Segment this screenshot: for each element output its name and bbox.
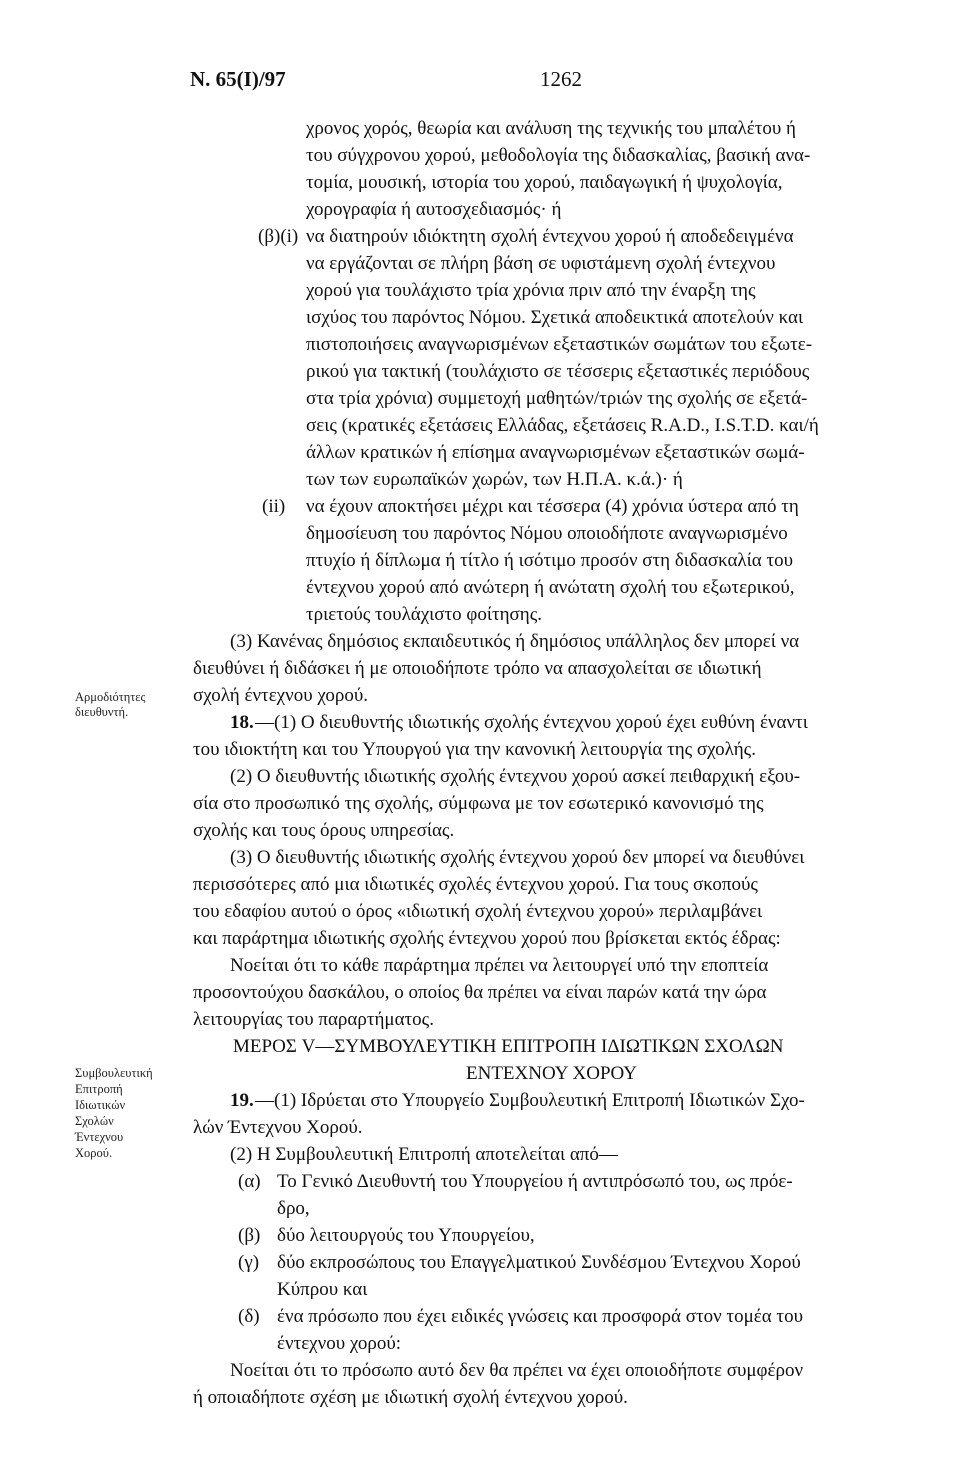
text-line: —(1) Ιδρύεται στο Υπουργείο Συμβουλευτική Επιτροπή Ιδιωτικών Σχο- bbox=[255, 1090, 805, 1111]
section-number-18: 18. bbox=[230, 712, 254, 733]
text-line: σχολής και τους όρους υπηρεσίας. bbox=[193, 820, 455, 841]
part-heading: ΕΝΤΕΧΝΟΥ ΧΟΡΟΥ bbox=[466, 1063, 638, 1084]
list-label-gamma: (γ) bbox=[238, 1252, 260, 1273]
text-line: ισχύος του παρόντος Νόμου. Σχετικά αποδεικτικά αποτελούν και bbox=[306, 307, 804, 328]
list-label-delta: (δ) bbox=[238, 1306, 260, 1327]
text-line: δύο εκπροσώπους του Επαγγελματικού Συνδέσμου Έντεχνου Χορού bbox=[277, 1252, 801, 1273]
text-line: τομία, μουσική, ιστορία του χορού, παιδαγωγική ή ψυχολογία, bbox=[306, 172, 783, 193]
text-line: λών Έντεχνου Χορού. bbox=[193, 1117, 363, 1138]
text-line: σχολή έντεχνου χορού. bbox=[193, 685, 369, 706]
margin-note-line: διευθυντή. bbox=[75, 705, 129, 719]
margin-note-line: Ιδιωτικών bbox=[75, 1098, 126, 1112]
text-line: διευθύνει ή διδάσκει ή με οποιοδήποτε τρόπο να απασχολείται σε ιδιωτική bbox=[193, 658, 762, 679]
text-line: πτυχίο ή δίπλωμα ή τίτλο ή ισότιμο προσόν στη διδασκαλία του bbox=[306, 550, 794, 571]
text-line: έντεχνου χορού από ανώτερη ή ανώτατη σχολή του εξωτερικού, bbox=[306, 577, 795, 598]
text-line: ένα πρόσωπο που έχει ειδικές γνώσεις και προσφορά στον τομέα του bbox=[277, 1306, 803, 1327]
margin-note-line: Χορού. bbox=[75, 1146, 113, 1160]
list-label-beta: (β) bbox=[238, 1225, 261, 1246]
margin-note-line: Επιτροπή bbox=[75, 1082, 123, 1096]
text-line: χορού για τουλάχιστο τρία χρόνια πριν από την έναρξη της bbox=[306, 280, 756, 301]
text-line: έντεχνου χορού: bbox=[277, 1333, 402, 1354]
text-line: (2) Η Συμβουλευτική Επιτροπή αποτελείται από— bbox=[230, 1144, 618, 1165]
margin-note-line: Σχολών bbox=[75, 1114, 114, 1128]
text-line: Νοείται ότι το πρόσωπο αυτό δεν θα πρέπει να έχει οποιοδήποτε συμφέρον bbox=[230, 1360, 804, 1381]
text-line: του ιδιοκτήτη και του Υπουργού για την κανονική λειτουργία της σχολής. bbox=[193, 739, 756, 760]
text-line: χορογραφία ή αυτοσχεδιασμός· ή bbox=[306, 199, 562, 220]
section-number-19: 19. bbox=[230, 1090, 254, 1111]
page-number: 1262 bbox=[540, 67, 582, 91]
text-line: προσοντούχου δασκάλου, ο οποίος θα πρέπει να είναι παρών κατά την ώρα bbox=[193, 982, 767, 1003]
text-line: (2) Ο διευθυντής ιδιωτικής σχολής έντεχνου χορού ασκεί πειθαρχική εξου- bbox=[230, 766, 801, 787]
text-line: να έχουν αποκτήσει μέχρι και τέσσερα (4) χρόνια ύστερα από τη bbox=[306, 496, 799, 517]
text-line: του σύγχρονου χορού, μεθοδολογία της διδασκαλίας, βασική ανα- bbox=[306, 145, 811, 166]
paragraph-label-beta-i: (β)(i) bbox=[258, 226, 299, 247]
margin-note-line: Έντεχνου bbox=[75, 1130, 124, 1144]
text-line: (3) Κανένας δημόσιος εκπαιδευτικός ή δημόσιος υπάλληλος δεν μπορεί να bbox=[230, 631, 800, 652]
text-line: χρονος χορός, θεωρία και ανάλυση της τεχνικής του μπαλέτου ή bbox=[306, 118, 796, 139]
text-line: Νοείται ότι το κάθε παράρτημα πρέπει να λειτουργεί υπό την εποπτεία bbox=[230, 955, 769, 976]
part-heading: ΜΕΡΟΣ V—ΣΥΜΒΟΥΛΕΥΤΙΚΗ ΕΠΙΤΡΟΠΗ ΙΔΙΩΤΙΚΩΝ ΣΧΟΛΩΝ bbox=[233, 1036, 784, 1057]
text-line: σία στο προσωπικό της σχολής, σύμφωνα με τον εσωτερικό κανονισμό της bbox=[193, 793, 764, 814]
law-reference: N. 65(I)/97 bbox=[190, 67, 286, 91]
text-line: Το Γενικό Διευθυντή του Υπουργείου ή αντιπρόσωπό του, ως πρόε- bbox=[277, 1171, 793, 1192]
text-line: του εδαφίου αυτού ο όρος «ιδιωτική σχολή έντεχνου χορού» περιλαμβάνει bbox=[193, 901, 763, 922]
text-line: άλλων κρατικών ή επίσημα αναγνωρισμένων εξεταστικών σωμά- bbox=[306, 442, 805, 463]
text-line: Κύπρου και bbox=[277, 1279, 368, 1300]
margin-note-line: Συμβουλευτική bbox=[75, 1066, 153, 1080]
margin-note-line: Αρμοδιότητες bbox=[75, 690, 146, 704]
paragraph-label-ii: (ii) bbox=[262, 496, 286, 517]
text-line: των των ευρωπαϊκών χωρών, των Η.Π.Α. κ.ά.)· ή bbox=[306, 469, 683, 490]
text-line: (3) Ο διευθυντής ιδιωτικής σχολής έντεχνου χορού δεν μπορεί να διευθύνει bbox=[230, 847, 805, 868]
text-line: να εργάζονται σε πλήρη βάση σε υφιστάμενη σχολή έντεχνου bbox=[306, 253, 776, 274]
text-line: ή οποιαδήποτε σχέση με ιδιωτική σχολή έντεχνου χορού. bbox=[193, 1387, 628, 1408]
text-line: δύο λειτουργούς του Υπουργείου, bbox=[277, 1225, 535, 1246]
list-label-alpha: (α) bbox=[238, 1171, 261, 1192]
text-line: δημοσίευση του παρόντος Νόμου οποιοδήποτε αναγνωρισμένο bbox=[306, 523, 788, 544]
text-line: στα τρία χρόνια) συμμετοχή μαθητών/τριών της σχολής σε εξετά- bbox=[306, 388, 808, 409]
text-line: να διατηρούν ιδιόκτητη σχολή έντεχνου χορού ή αποδεδειγμένα bbox=[306, 226, 794, 247]
text-line: ρικού για τακτική (τουλάχιστο σε τέσσερις εξεταστικές περιόδους bbox=[306, 361, 810, 382]
text-line: δρο, bbox=[277, 1198, 310, 1219]
text-line: περισσότερες από μια ιδιωτικές σχολές έντεχνου χορού. Για τους σκοπούς bbox=[193, 874, 758, 895]
text-line: τριετούς τουλάχιστο φοίτησης. bbox=[306, 604, 543, 625]
text-line: και παράρτημα ιδιωτικής σχολής έντεχνου χορού που βρίσκεται εκτός έδρας: bbox=[193, 928, 781, 949]
text-line: πιστοποιήσεις αναγνωρισμένων εξεταστικών σωμάτων του εξωτε- bbox=[306, 334, 813, 355]
text-line: λειτουργίας του παραρτήματος. bbox=[193, 1009, 434, 1030]
text-line: σεις (κρατικές εξετάσεις Ελλάδας, εξετάσεις R.A.D., I.S.T.D. και/ή bbox=[306, 415, 819, 436]
text-line: —(1) Ο διευθυντής ιδιωτικής σχολής έντεχνου χορού έχει ευθύνη έναντι bbox=[255, 712, 808, 733]
